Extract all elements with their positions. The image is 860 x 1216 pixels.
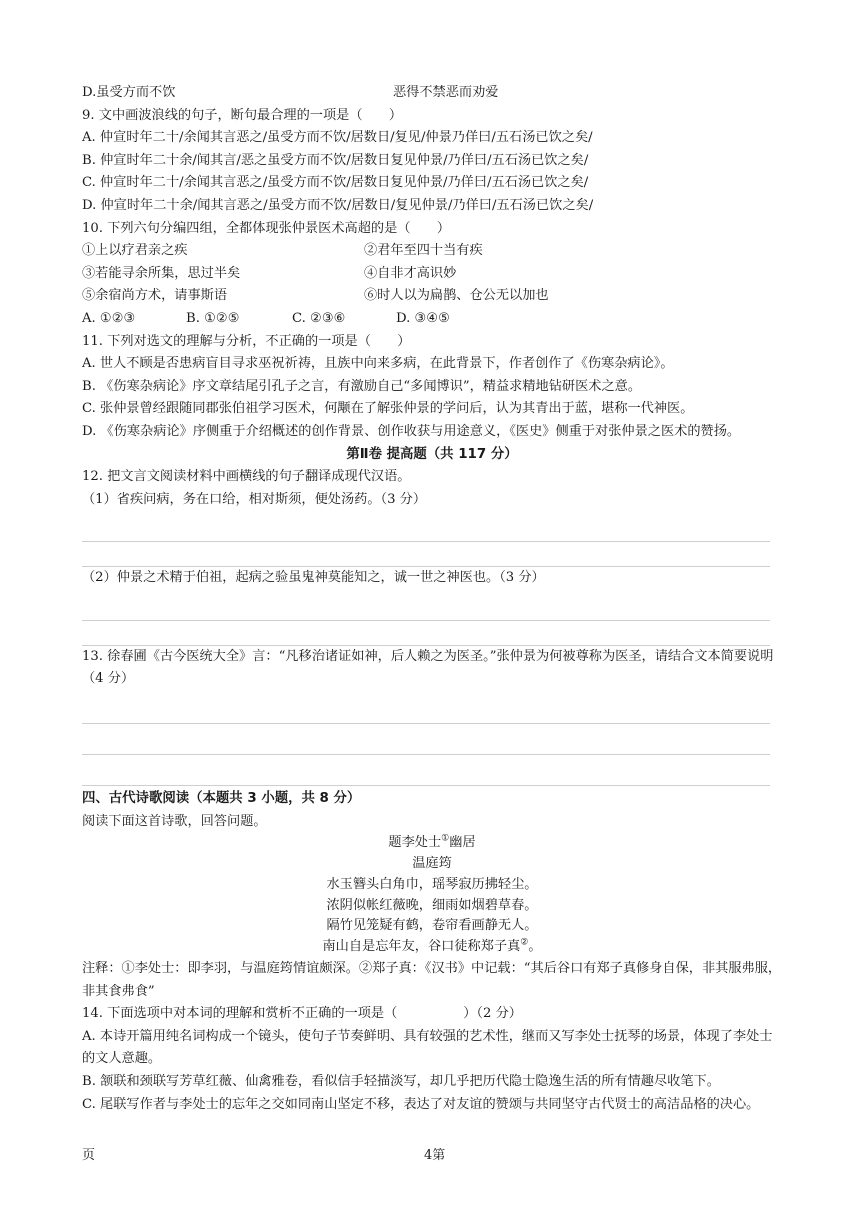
q8-option-d-left: D.虽受方而不饮 [82,85,176,100]
poem-author: 温庭筠 [412,856,452,872]
section-4-intro: 阅读下面这首诗歌，回答问题。 [82,813,267,829]
footnote-mark: ② [520,937,529,948]
q14-option-a: A. 本诗开篇用纯名词构成一个镜头，使句子节奏鲜明、具有较强的艺术性，继而又写李处士抚琴的场景，体现了李处士的文人意趣。 [82,1028,773,1067]
q9-option-a: A. 仲宣时年二十/余闻其言恶之/虽受方而不饮/居数日/复见/仲景乃佯曰/五石汤已饮之矣/ [82,130,593,146]
footnote-mark: ① [441,833,450,844]
answer-line[interactable] [82,621,770,646]
section-2-title: 第Ⅱ卷 提高题（共 117 分） [346,446,518,462]
q14-option-b: B. 颔联和颈联写芳草红薇、仙禽雅卷，看似信手轻描淡写，却几乎把历代隐士隐逸生活的所有情趣尽收笔下。 [82,1074,720,1089]
q12-sentence-1: （1）省疾问病，务在口给，相对斯须，便处汤药。（3 分） [82,491,427,507]
poem-line-2: 浓阴似帐红薇晚，细雨如烟碧草春。 [326,897,538,913]
q14-stem: 14. 下面选项中对本词的理解和赏析不正确的一项是（ ）（2 分） [82,1006,522,1022]
q9-option-b: B. 仲宣时年二十余/闻其言/恶之虽受方而不饮/居数日复见仲景/乃佯曰/五石汤已饮之矣/ [82,152,589,168]
q12-stem: 12. 把文言文阅读材料中画横线的句子翻译成现代汉语。 [82,469,411,485]
q9-option-c: C. 仲宣时年二十/余闻其言恶之/虽受方而不饮/居数日复见仲景/乃佯曰/五石汤已饮之矣/ [82,175,589,191]
answer-line[interactable] [82,590,770,621]
q11-stem: 11. 下列对选文的理解与分析，不正确的一项是（ ） [82,333,411,349]
answer-line[interactable] [82,724,770,755]
q10-items-row [82,240,782,263]
q10-options [82,308,782,331]
footer-left: 页 [82,1148,96,1163]
poem-line-1: 水玉簪头白角巾，瑶琴寂历拂轻尘。 [326,876,538,892]
q9-option-d: D. 仲宣时年二十余/闻其言恶之/虽受方而不饮/居数日/复见仲景/乃佯曰/五石汤已饮之矣/ [82,197,594,213]
q10-option-b: B. ①②⑤ [186,310,240,326]
page-number: 4第 [424,1148,446,1163]
exam-page [82,82,782,1116]
q10-items-row [82,285,782,308]
answer-line[interactable] [82,511,770,542]
q8-option-d-right: 恶得不禁恶而劝爱 [393,85,499,100]
q11-option-b: B. 《伤寒杂病论》序文章结尾引孔子之言，有激励自己“多闻博识”，精益求精地钻研医术之意。 [82,378,642,394]
poem-line-3: 隔竹见笼疑有鹤，卷帘看画静无人。 [326,918,538,934]
q14-option-c: C. 尾联写作者与李处士的忘年之交如同南山坚定不移，表达了对友谊的赞颂与共同坚守古代贤士的高洁品格的决心。 [82,1096,760,1112]
poem-note: 注释：①李处士：即李羽，与温庭筠情谊颇深。②郑子真：《汉书》中记载：“其后谷口有郑子真修身自保，非其服弗服，非其食弗食” [82,961,782,999]
poem-title: 题李处士①幽居 [388,833,476,851]
q10-items-row [82,263,782,286]
q10-item-4: ④自非才高识妙 [364,265,457,281]
q10-item-6: ⑥时人以为扁鹊、仓公无以加也 [364,288,549,304]
q10-item-2: ②君年至四十当有疾 [364,243,483,259]
q12-sentence-2: （2）仲景之术精于伯祖，起病之验虽鬼神莫能知之，诚一世之神医也。（3 分） [82,570,545,586]
answer-line[interactable] [82,691,770,724]
q13-stem: 13. 徐春圃《古今医统大全》言：“凡移治诸证如神，后人赖之为医圣。”张仲景为何被尊称为医圣，请结合文本简要说明（4 分） [82,648,774,687]
q10-option-a: A. ①②③ [82,310,136,326]
q10-option-d: D. ③④⑤ [396,310,450,326]
section-4-title: 四、古代诗歌阅读（本题共 3 小题，共 8 分） [82,791,361,807]
poem [82,833,782,958]
q11-option-a: A. 世人不顾是否患病盲目寻求巫祝祈祷，且族中向来多病，在此背景下，作者创作了《伤寒杂病论》。 [82,356,674,372]
q10-stem: 10. 下列六句分编四组，全都体现张仲景医术高超的是（ ） [82,220,451,236]
q10-item-3: ③若能寻余所集，思过半矣 [82,265,241,281]
answer-line[interactable] [82,755,770,786]
q11-option-c: C. 张仲景曾经跟随同郡张伯祖学习医术，何颙在了解张仲景的学问后，认为其青出于蓝，堪称一代神医。 [82,401,694,417]
q10-option-c: C. ②③⑥ [292,310,346,326]
poem-line-4: 南山自是忘年友，谷口徒称郑子真②。 [322,937,542,955]
q10-item-5: ⑤余宿尚方术，请事斯语 [82,288,228,304]
q11-option-d: D. 《伤寒杂病论》序侧重于介绍概述的创作背景、创作收获与用途意义，《医史》侧重于对张仲景之医术的赞扬。 [82,423,741,439]
q8-option-d [82,82,782,105]
answer-line[interactable] [82,542,770,567]
q9-stem: 9. 文中画波浪线的句子，断句最合理的一项是（ ） [82,107,403,123]
q10-item-1: ①上以疗君亲之疾 [82,243,188,259]
